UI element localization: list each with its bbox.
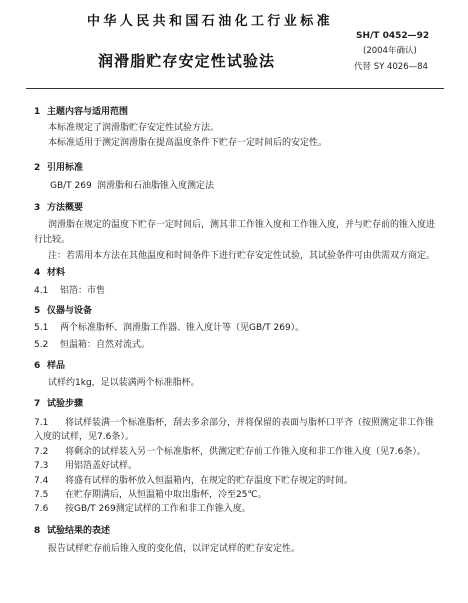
clause-item [34, 476, 353, 487]
clause-item [34, 490, 267, 501]
clause-text: 在贮存期满后，从恒温箱中取出脂杯，冷至25℃。 [65, 490, 267, 500]
section-title: 试验结果的表述 [47, 526, 111, 536]
document-title: 润滑脂贮存安定性试验法 [98, 52, 276, 70]
standard-code: SH/T 0452—92 [356, 31, 430, 41]
clause-number: 7.2 [34, 447, 49, 457]
issuing-organization-title: 中华人民共和国石油化工行业标准 [87, 14, 334, 29]
clause-item [34, 461, 137, 472]
clause-number: 7.4 [34, 476, 49, 486]
clause-number: 5.1 [34, 323, 49, 333]
section-number: 5 [34, 306, 41, 316]
clause-text: 恒温箱：自然对流式。 [60, 340, 151, 350]
header-divider [26, 88, 444, 89]
clause-number: 7.3 [34, 461, 49, 471]
clause-number: 7.1 [34, 418, 49, 428]
clause-item [34, 323, 304, 334]
confirmation-note: (2004年确认) [363, 46, 417, 56]
clause-item [34, 418, 434, 429]
section-4-heading [34, 268, 65, 279]
replaces-note: 代替 SY 4026—84 [354, 62, 428, 72]
section-number: 8 [34, 526, 41, 536]
section-title: 试验步骤 [47, 399, 84, 409]
clause-item [34, 286, 105, 297]
section-3-heading [34, 203, 83, 214]
paragraph-line: 行比较。 [34, 235, 71, 245]
section-title: 样品 [47, 361, 66, 371]
paragraph-line: 润滑脂在规定的温度下贮存一定时间后，测其非工作锥入度和工作锥入度，并与贮存前的锥入度进 [48, 220, 436, 230]
section-number: 4 [34, 268, 41, 278]
section-title: 材料 [47, 268, 66, 278]
clause-text: 按GB/T 269测定试样的工作和非工作锥入度。 [65, 504, 251, 514]
section-5-heading [34, 306, 92, 317]
section-1-heading [34, 107, 128, 118]
section-8-heading [34, 526, 110, 537]
paragraph: 报告试样贮存前后锥入度的变化值，以评定试样的贮存安定性。 [48, 544, 301, 554]
paragraph: 本标准适用于测定润滑脂在提高温度条件下贮存一定时间后的安定性。 [48, 138, 328, 148]
clause-number: 4.1 [34, 286, 49, 296]
paragraph: 试样约1kg，足以装满两个标准脂杯。 [48, 378, 200, 388]
clause-number: 7.6 [34, 504, 49, 514]
clause-number: 7.5 [34, 490, 49, 500]
section-title: 方法概要 [47, 203, 84, 213]
reference-code: GB/T 269 [50, 181, 92, 191]
section-number: 1 [34, 107, 41, 117]
clause-text: 铝箔：市售 [60, 286, 106, 296]
section-2-heading [34, 163, 83, 174]
clause-text: 将盛有试样的脂杯放入恒温箱内，在规定的贮存温度下贮存规定的时间。 [65, 476, 354, 486]
clause-item [34, 340, 150, 351]
note: 注：若需用本方法在其他温度和时间条件下进行贮存安定性试验，其试验条件可由供需双方商定。 [48, 251, 436, 261]
section-title: 主题内容与适用范围 [47, 107, 129, 117]
clause-text: 用铝箔盖好试样。 [65, 461, 138, 471]
section-6-heading [34, 361, 65, 372]
clause-item [34, 447, 426, 458]
section-number: 2 [34, 163, 41, 173]
clause-text-continuation: 入度的试样，见7.6条）。 [34, 432, 134, 442]
reference-name: 润滑脂和石油脂锥入度测定法 [97, 181, 215, 191]
clause-number: 5.2 [34, 340, 49, 350]
paragraph: 本标准规定了润滑脂贮存安定性试验方法。 [48, 123, 220, 133]
section-number: 7 [34, 399, 41, 409]
section-number: 3 [34, 203, 41, 213]
section-number: 6 [34, 361, 41, 371]
clause-text: 将剩余的试样装入另一个标准脂杯，供测定贮存前工作锥入度和非工作锥入度（见7.6条）。 [65, 447, 426, 457]
clause-item [34, 504, 251, 515]
section-title: 引用标准 [47, 163, 84, 173]
clause-text: 两个标准脂杯、润滑脂工作器、锥入度计等（见GB/T 269）。 [60, 323, 305, 333]
section-title: 仪器与设备 [47, 306, 93, 316]
clause-text: 将试样装满一个标准脂杯，刮去多余部分，并将保留的表面与脂杯口平齐（按照测定非工作锥 [65, 418, 435, 428]
section-7-heading [34, 399, 83, 410]
